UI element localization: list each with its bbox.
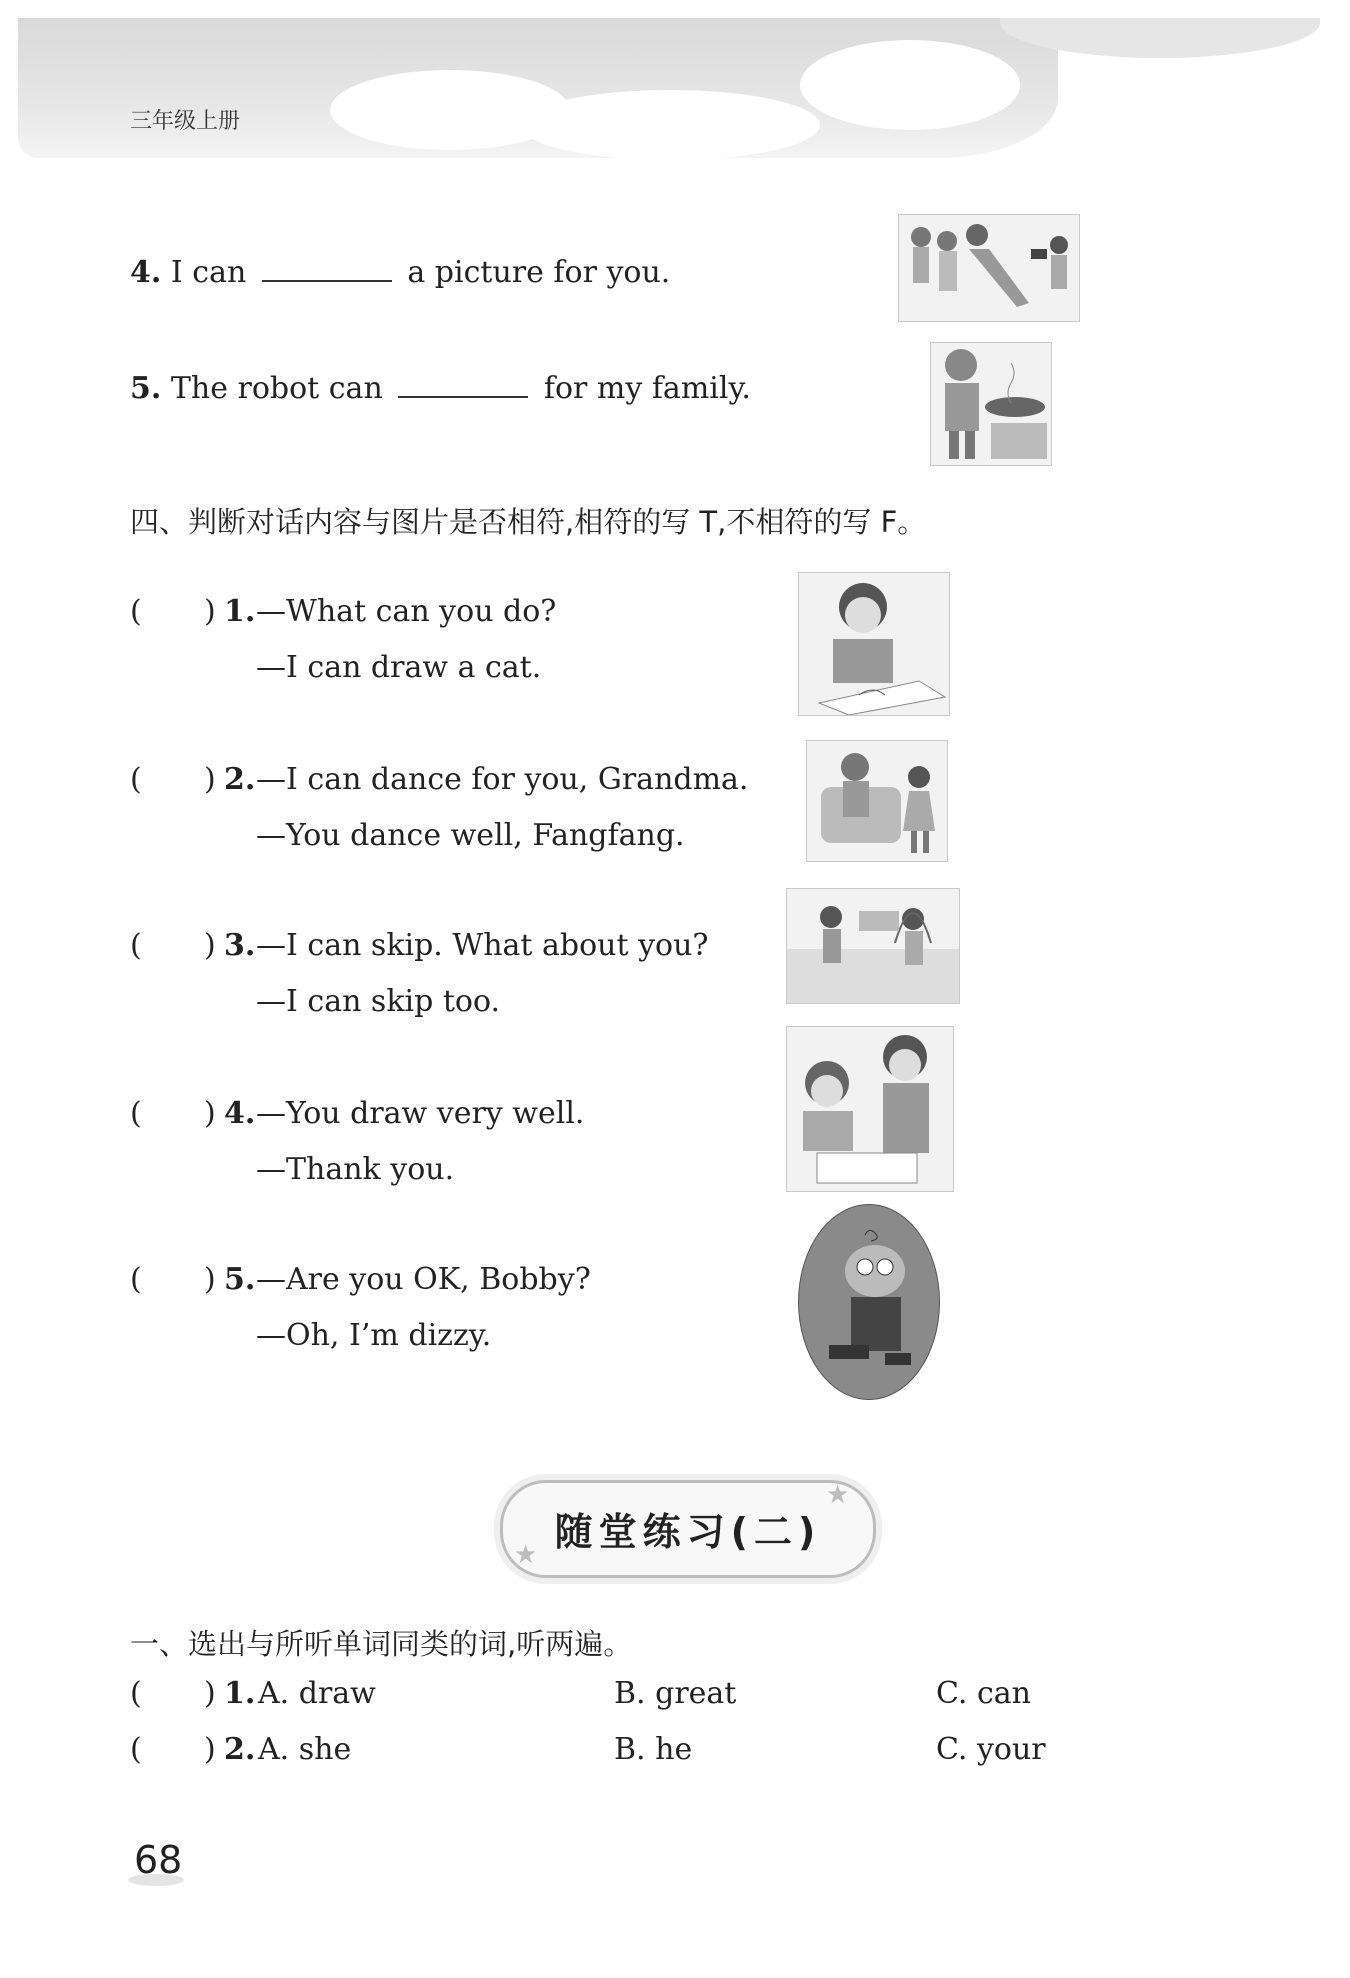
item-text-before: I can (170, 255, 247, 290)
girl-dancing-grandma-illustration (806, 740, 948, 862)
dialog-line-1: —I can skip. What about you? (256, 928, 709, 963)
paren-close: ) (204, 928, 216, 963)
star-icon: ★ (514, 1540, 538, 1570)
item-number: 4. (224, 1096, 256, 1131)
dialog-line-1: —Are you OK, Bobby? (256, 1262, 591, 1297)
section-four-title: 四、判断对话内容与图片是否相符,相符的写 T,不相符的写 F。 (130, 505, 927, 539)
dialog-line-2: —I can skip too. (256, 984, 501, 1019)
paren-open: ( (130, 594, 142, 629)
answer-blank[interactable] (262, 254, 392, 282)
part3-item-5 (130, 370, 751, 406)
header-cloud (520, 90, 820, 160)
practice-banner (500, 1480, 876, 1578)
robot-cooking-illustration (930, 342, 1052, 466)
paren-close: ) (204, 1732, 216, 1767)
dialog-line-1: —What can you do? (256, 594, 557, 629)
item-text-after: a picture for you. (407, 255, 671, 290)
paren-open: ( (130, 762, 142, 797)
paren-open: ( (130, 1676, 142, 1711)
item-number: 1. (224, 1676, 256, 1711)
section-one-title: 一、选出与所听单词同类的词,听两遍。 (130, 1627, 633, 1661)
option-a: A. draw (258, 1676, 376, 1711)
dialog-line-2: —Oh, I’m dizzy. (256, 1318, 492, 1353)
paren-open: ( (130, 928, 142, 963)
paren-close: ) (204, 1676, 216, 1711)
dizzy-bobby-illustration (798, 1204, 940, 1400)
item-number: 3. (224, 928, 256, 963)
option-c: C. your (936, 1732, 1046, 1767)
option-b: B. great (614, 1676, 737, 1711)
item-number: 1. (224, 594, 256, 629)
option-c: C. can (936, 1676, 1031, 1711)
paren-close: ) (204, 1096, 216, 1131)
item-number: 2. (224, 762, 256, 797)
grade-label: 三年级上册 (130, 109, 241, 134)
boy-drawing-illustration (798, 572, 950, 716)
option-a: A. she (258, 1732, 352, 1767)
paren-open: ( (130, 1262, 142, 1297)
header-cloud (800, 40, 1020, 130)
item-number: 2. (224, 1732, 256, 1767)
dialog-line-1: —You draw very well. (256, 1096, 585, 1131)
option-b: B. he (614, 1732, 693, 1767)
paren-close: ) (204, 594, 216, 629)
dialog-line-1: —I can dance for you, Grandma. (256, 762, 749, 797)
paren-open: ( (130, 1732, 142, 1767)
mother-praising-drawing-illustration (786, 1026, 954, 1192)
item-text-before: The robot can (170, 371, 383, 406)
paren-open: ( (130, 1096, 142, 1131)
dialog-line-2: —I can draw a cat. (256, 650, 542, 685)
item-number: 5. (130, 371, 162, 406)
star-icon: ★ (826, 1480, 850, 1510)
family-photo-illustration (898, 214, 1080, 322)
answer-blank[interactable] (398, 370, 528, 398)
page-number: 68 (134, 1838, 183, 1882)
dialog-line-2: —Thank you. (256, 1152, 455, 1187)
paren-close: ) (204, 1262, 216, 1297)
paren-close: ) (204, 762, 216, 797)
item-text-after: for my family. (543, 371, 751, 406)
part3-item-4 (130, 254, 670, 290)
kids-skipping-illustration (786, 888, 960, 1004)
item-number: 4. (130, 255, 162, 290)
banner-title: 随堂练习(二) (554, 1510, 822, 1554)
item-number: 5. (224, 1262, 256, 1297)
dialog-line-2: —You dance well, Fangfang. (256, 818, 685, 853)
